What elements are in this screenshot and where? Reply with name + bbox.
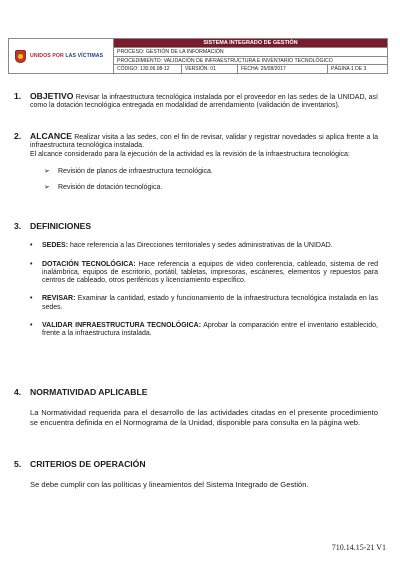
bullet-dot-icon: • (30, 260, 33, 268)
section-text-2: El alcance considerado para la ejecución de la actividad es la revisión de la infraestructura tecnológica: (30, 150, 350, 158)
header-info (114, 39, 387, 73)
section-number: 3. (14, 221, 22, 231)
document-code: 710.14.15-21 V1 (331, 543, 386, 552)
definition-term: DOTACIÓN TECNOLÓGICA: (42, 260, 136, 268)
definition-text: Examinar la cantidad, estado y funcionamiento de la infraestructura tecnológica instalada en las sedes. (42, 295, 378, 311)
header-version: VERSIÓN: 01 (182, 65, 238, 73)
section-objetivo (14, 92, 378, 111)
section-definiciones (14, 222, 378, 339)
logo-cell (9, 39, 114, 73)
list-item-text: Revisión de dotación tecnológica. (58, 184, 163, 192)
section-criterios (14, 460, 378, 490)
definition-item (30, 261, 378, 286)
section-normatividad (14, 388, 378, 427)
definition-item (30, 242, 378, 250)
header-title: SISTEMA INTEGRADO DE GESTIÓN (114, 39, 387, 47)
logo-text-a: UNIDOS POR (30, 53, 64, 59)
bullet-dot-icon: • (30, 295, 33, 303)
list-item (44, 168, 378, 176)
definition-text: hace referencia a las Direcciones territoriales y sedes administrativas de la UNIDAD. (70, 242, 333, 250)
header-meta-row (114, 64, 387, 73)
header-fecha: FECHA: 25/08/2017 (238, 65, 328, 73)
section-text: Se debe cumplir con las políticas y lineamientos del Sistema Integrado de Gestión. (30, 480, 309, 490)
section-text: Revisar la infraestructura tecnológica instalada por el proveedor en las sedes de la UNIDAD, así como la dotación tecnológica entregada en modalidad de arrendamiento (validación de inventarios). (30, 94, 378, 110)
list-item (44, 184, 378, 192)
header-codigo: CÓDIGO: 130.06.08-12 (114, 65, 182, 73)
section-number: 4. (14, 387, 22, 397)
header-proceso: PROCESO: GESTIÓN DE LA INFORMACIÓN (114, 47, 387, 56)
logo-text-b: LAS VÍCTIMAS (65, 53, 104, 59)
section-text: Realizar visita a las sedes, con el fin de revisar, validar y registrar novedades si aplica frente a la infraestructura tecnológica instalada. (30, 134, 378, 150)
logo-text (30, 53, 103, 59)
bullet-dot-icon: • (30, 242, 33, 250)
section-text: La Normatividad requerida para el desarrollo de las actividades citadas en el presente procedimiento se encuentra definida en el Normograma de la Unidad, disponible para consulta en la página web. (30, 408, 378, 427)
coat-of-arms-icon (15, 50, 26, 63)
definition-text: Hace referencia a equipos de video conferencia, cableado, sistema de red inalámbrica, equipos de escritorio, portátil, tabletas, impresoras, escáneres, elementos y repuestos para centros de cableado, otros periféricos y licenciamiento específico. (42, 260, 378, 285)
section-number: 1. (14, 91, 22, 101)
definition-term: REVISAR: (42, 295, 76, 303)
section-number: 5. (14, 459, 22, 469)
definition-term: SEDES: (42, 242, 69, 250)
section-title: DEFINICIONES (30, 221, 92, 231)
section-title: NORMATIVIDAD APLICABLE (30, 387, 148, 397)
section-alcance (14, 132, 378, 192)
section-title: ALCANCE (30, 131, 73, 141)
definition-item (30, 322, 378, 339)
definition-term: VALIDAR INFRAESTRUCTURA TECNOLÓGICA: (42, 322, 202, 330)
arrow-bullet-icon: ➢ (44, 167, 50, 175)
section-number: 2. (14, 131, 22, 141)
document-header-table (8, 38, 388, 74)
definition-text: Aprobar la comparación entre el inventario establecido, frente a la infraestructura instalada. (42, 322, 378, 338)
section-title: CRITERIOS DE OPERACIÓN (30, 459, 146, 469)
header-pagina: PÁGINA 1 DE 3 (331, 66, 367, 72)
definition-item (30, 295, 378, 312)
section-title: OBJETIVO (30, 91, 74, 101)
bullet-dot-icon: • (30, 322, 33, 330)
arrow-bullet-icon: ➢ (44, 184, 50, 192)
header-procedimiento: PROCEDIMIENTO: VALIDACIÓN DE INFRAESTRUCTURA E INVENTARIO TECNOLÓGICO (114, 56, 387, 65)
list-item-text: Revisión de planos de infraestructura tecnológica. (58, 167, 213, 175)
